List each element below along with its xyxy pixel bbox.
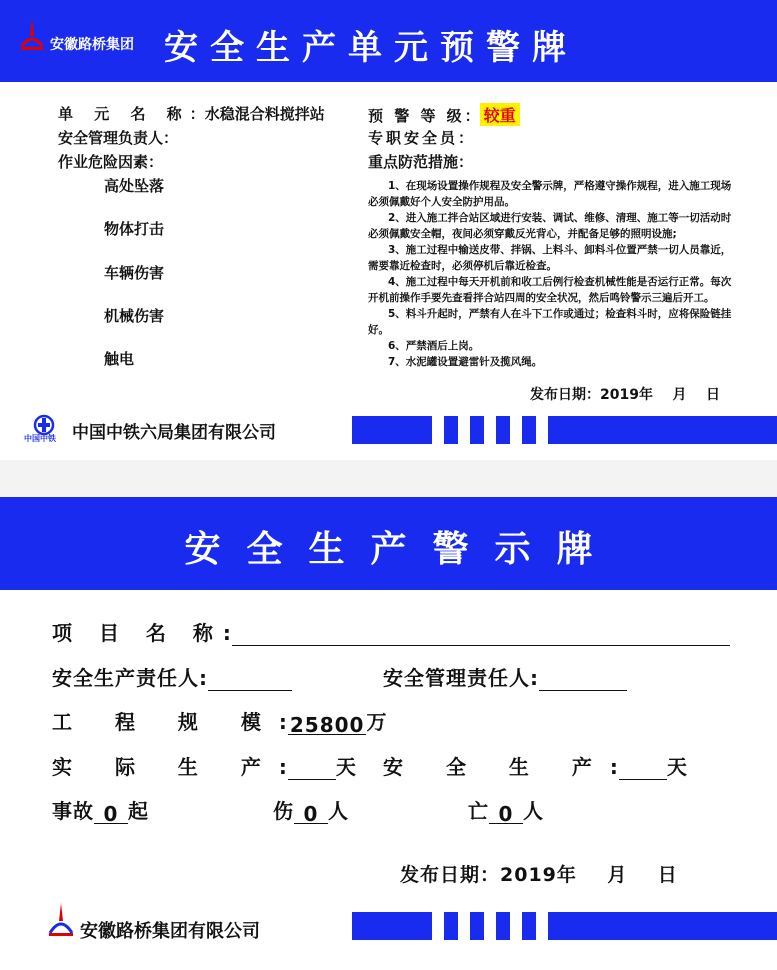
hazard-item: 高处坠落 bbox=[104, 177, 165, 195]
scale-label: 工 程 规 模 bbox=[52, 710, 279, 734]
board2-publish-date: 发布日期：2019年 月 日 bbox=[400, 864, 678, 886]
injury-label: 伤 bbox=[273, 799, 294, 823]
scale-row: 工 程 规 模: 25800 万 bbox=[52, 710, 388, 737]
board1-publish-date: 发布日期：2019年 月 日 bbox=[530, 387, 720, 403]
death-row bbox=[468, 795, 544, 824]
header-company-name: 安徽路桥集团 bbox=[50, 37, 134, 53]
crcc-logo-text: 中国中铁 bbox=[24, 434, 56, 443]
project-name-line bbox=[232, 624, 730, 646]
safe-prod-unit: 天 bbox=[666, 755, 688, 779]
death-label: 亡 bbox=[468, 799, 489, 823]
measures-label: 重点防范措施 bbox=[368, 153, 459, 171]
injury-value: 0 bbox=[294, 802, 328, 824]
decor-stripes bbox=[352, 416, 777, 444]
safety-responsible-line bbox=[208, 669, 292, 691]
hazard-item: 机械伤害 bbox=[104, 307, 165, 325]
safe-prod-row: 安 全 生 产: 天 bbox=[383, 755, 688, 779]
measure-item: 6、严禁酒后上岗。 bbox=[388, 340, 480, 352]
actual-prod-row: 实 际 生 产: 天 bbox=[52, 755, 357, 779]
anhui-road-bridge-logo-icon bbox=[18, 16, 46, 54]
scale-value: 25800 bbox=[289, 713, 365, 737]
accident-value: 0 bbox=[94, 802, 128, 824]
injury-unit: 人 bbox=[328, 799, 349, 823]
safety-mgmt-row: 安全管理责任人: bbox=[383, 662, 627, 691]
safety-mgmt-label: 安全管理责任人 bbox=[383, 666, 530, 690]
measure-item: 2、进入施工拌合站区域进行安装、调试、维修、清理、施工等一切活动时必须佩戴安全帽，夜间必须穿戴反光背心，并配备足够的照明设施; bbox=[368, 212, 732, 240]
death-unit: 人 bbox=[523, 799, 544, 823]
hazards-row: 作业危险因素： bbox=[58, 153, 164, 171]
actual-prod-unit: 天 bbox=[335, 755, 357, 779]
hazard-item: 触电 bbox=[104, 350, 135, 368]
safety-officer-row: 专职安全员： bbox=[368, 129, 474, 147]
safe-prod-label: 安 全 生 产 bbox=[383, 755, 610, 779]
unit-name-value: 水稳混合料搅拌站 bbox=[204, 105, 325, 123]
death-value: 0 bbox=[489, 802, 523, 824]
safety-officer-label: 专职安全员 bbox=[368, 129, 459, 147]
decor-stripes bbox=[352, 912, 777, 940]
anhui-road-bridge-logo-icon bbox=[46, 901, 76, 939]
safety-manager-row: 安全管理负责人： bbox=[58, 129, 179, 147]
project-name-row: 项 目 名 称: bbox=[52, 617, 730, 646]
scale-unit: 万 bbox=[366, 710, 388, 734]
board1-company: 中国中铁六局集团有限公司 bbox=[72, 423, 276, 443]
measure-item: 4、施工过程中每天开机前和收工后例行检查机械性能是否运行正常。每次开机前操作手要先查看拌合站四周的安全状况，然后鸣铃警示三遍后开工。 bbox=[368, 276, 732, 304]
hazard-item: 物体打击 bbox=[104, 220, 165, 238]
measure-item: 3、施工过程中输送皮带、拌锅、上料斗、卸料斗位置严禁一切人员靠近，需要靠近检查时，必须停机后靠近检查。 bbox=[368, 244, 732, 272]
warning-level-label: 预 警 等 级 bbox=[368, 107, 465, 125]
accident-row bbox=[52, 795, 149, 824]
safe-prod-line bbox=[619, 758, 667, 780]
accident-unit: 起 bbox=[128, 799, 149, 823]
accident-label: 事故 bbox=[52, 799, 94, 823]
hazard-item: 车辆伤害 bbox=[104, 264, 165, 282]
injury-row bbox=[273, 795, 349, 824]
unit-name-row: 单 元 名 称：水稳混合料搅拌站 bbox=[58, 105, 325, 123]
warning-level-badge: 较重 bbox=[480, 103, 520, 126]
unit-name-label: 单 元 名 称 bbox=[58, 105, 190, 123]
measures-row: 重点防范措施： bbox=[368, 153, 474, 171]
project-name-label: 项 目 名 称 bbox=[52, 621, 223, 645]
measures-list bbox=[368, 178, 740, 370]
board2-company: 安徽路桥集团有限公司 bbox=[80, 921, 260, 942]
safety-responsible-row: 安全生产责任人: bbox=[52, 662, 292, 691]
safety-mgmt-line bbox=[539, 669, 627, 691]
board2-header bbox=[0, 497, 777, 590]
board-gap bbox=[0, 460, 777, 497]
board2-title: 安全生产警示牌 bbox=[184, 529, 619, 570]
hazards-label: 作业危险因素 bbox=[58, 153, 149, 171]
safety-warning-board bbox=[0, 497, 777, 970]
unit-warning-board bbox=[0, 0, 777, 460]
measure-item: 7、水泥罐设置避雷针及揽风绳。 bbox=[388, 356, 543, 368]
warning-level-row: 预 警 等 级： 较重 bbox=[368, 103, 520, 126]
board1-title: 安全生产单元预警牌 bbox=[164, 28, 578, 68]
safety-responsible-label: 安全生产责任人 bbox=[52, 666, 199, 690]
measure-item: 1、在现场设置操作规程及安全警示牌，严格遵守操作规程，进入施工现场必须佩戴好个人安全防护用品。 bbox=[368, 180, 732, 208]
actual-prod-label: 实 际 生 产 bbox=[52, 755, 279, 779]
board1-header bbox=[0, 0, 777, 82]
measure-item: 5、料斗升起时，严禁有人在斗下工作或通过；检查料斗时，应将保险链挂好。 bbox=[368, 308, 732, 336]
actual-prod-line bbox=[288, 758, 336, 780]
safety-manager-label: 安全管理负责人 bbox=[58, 129, 164, 147]
